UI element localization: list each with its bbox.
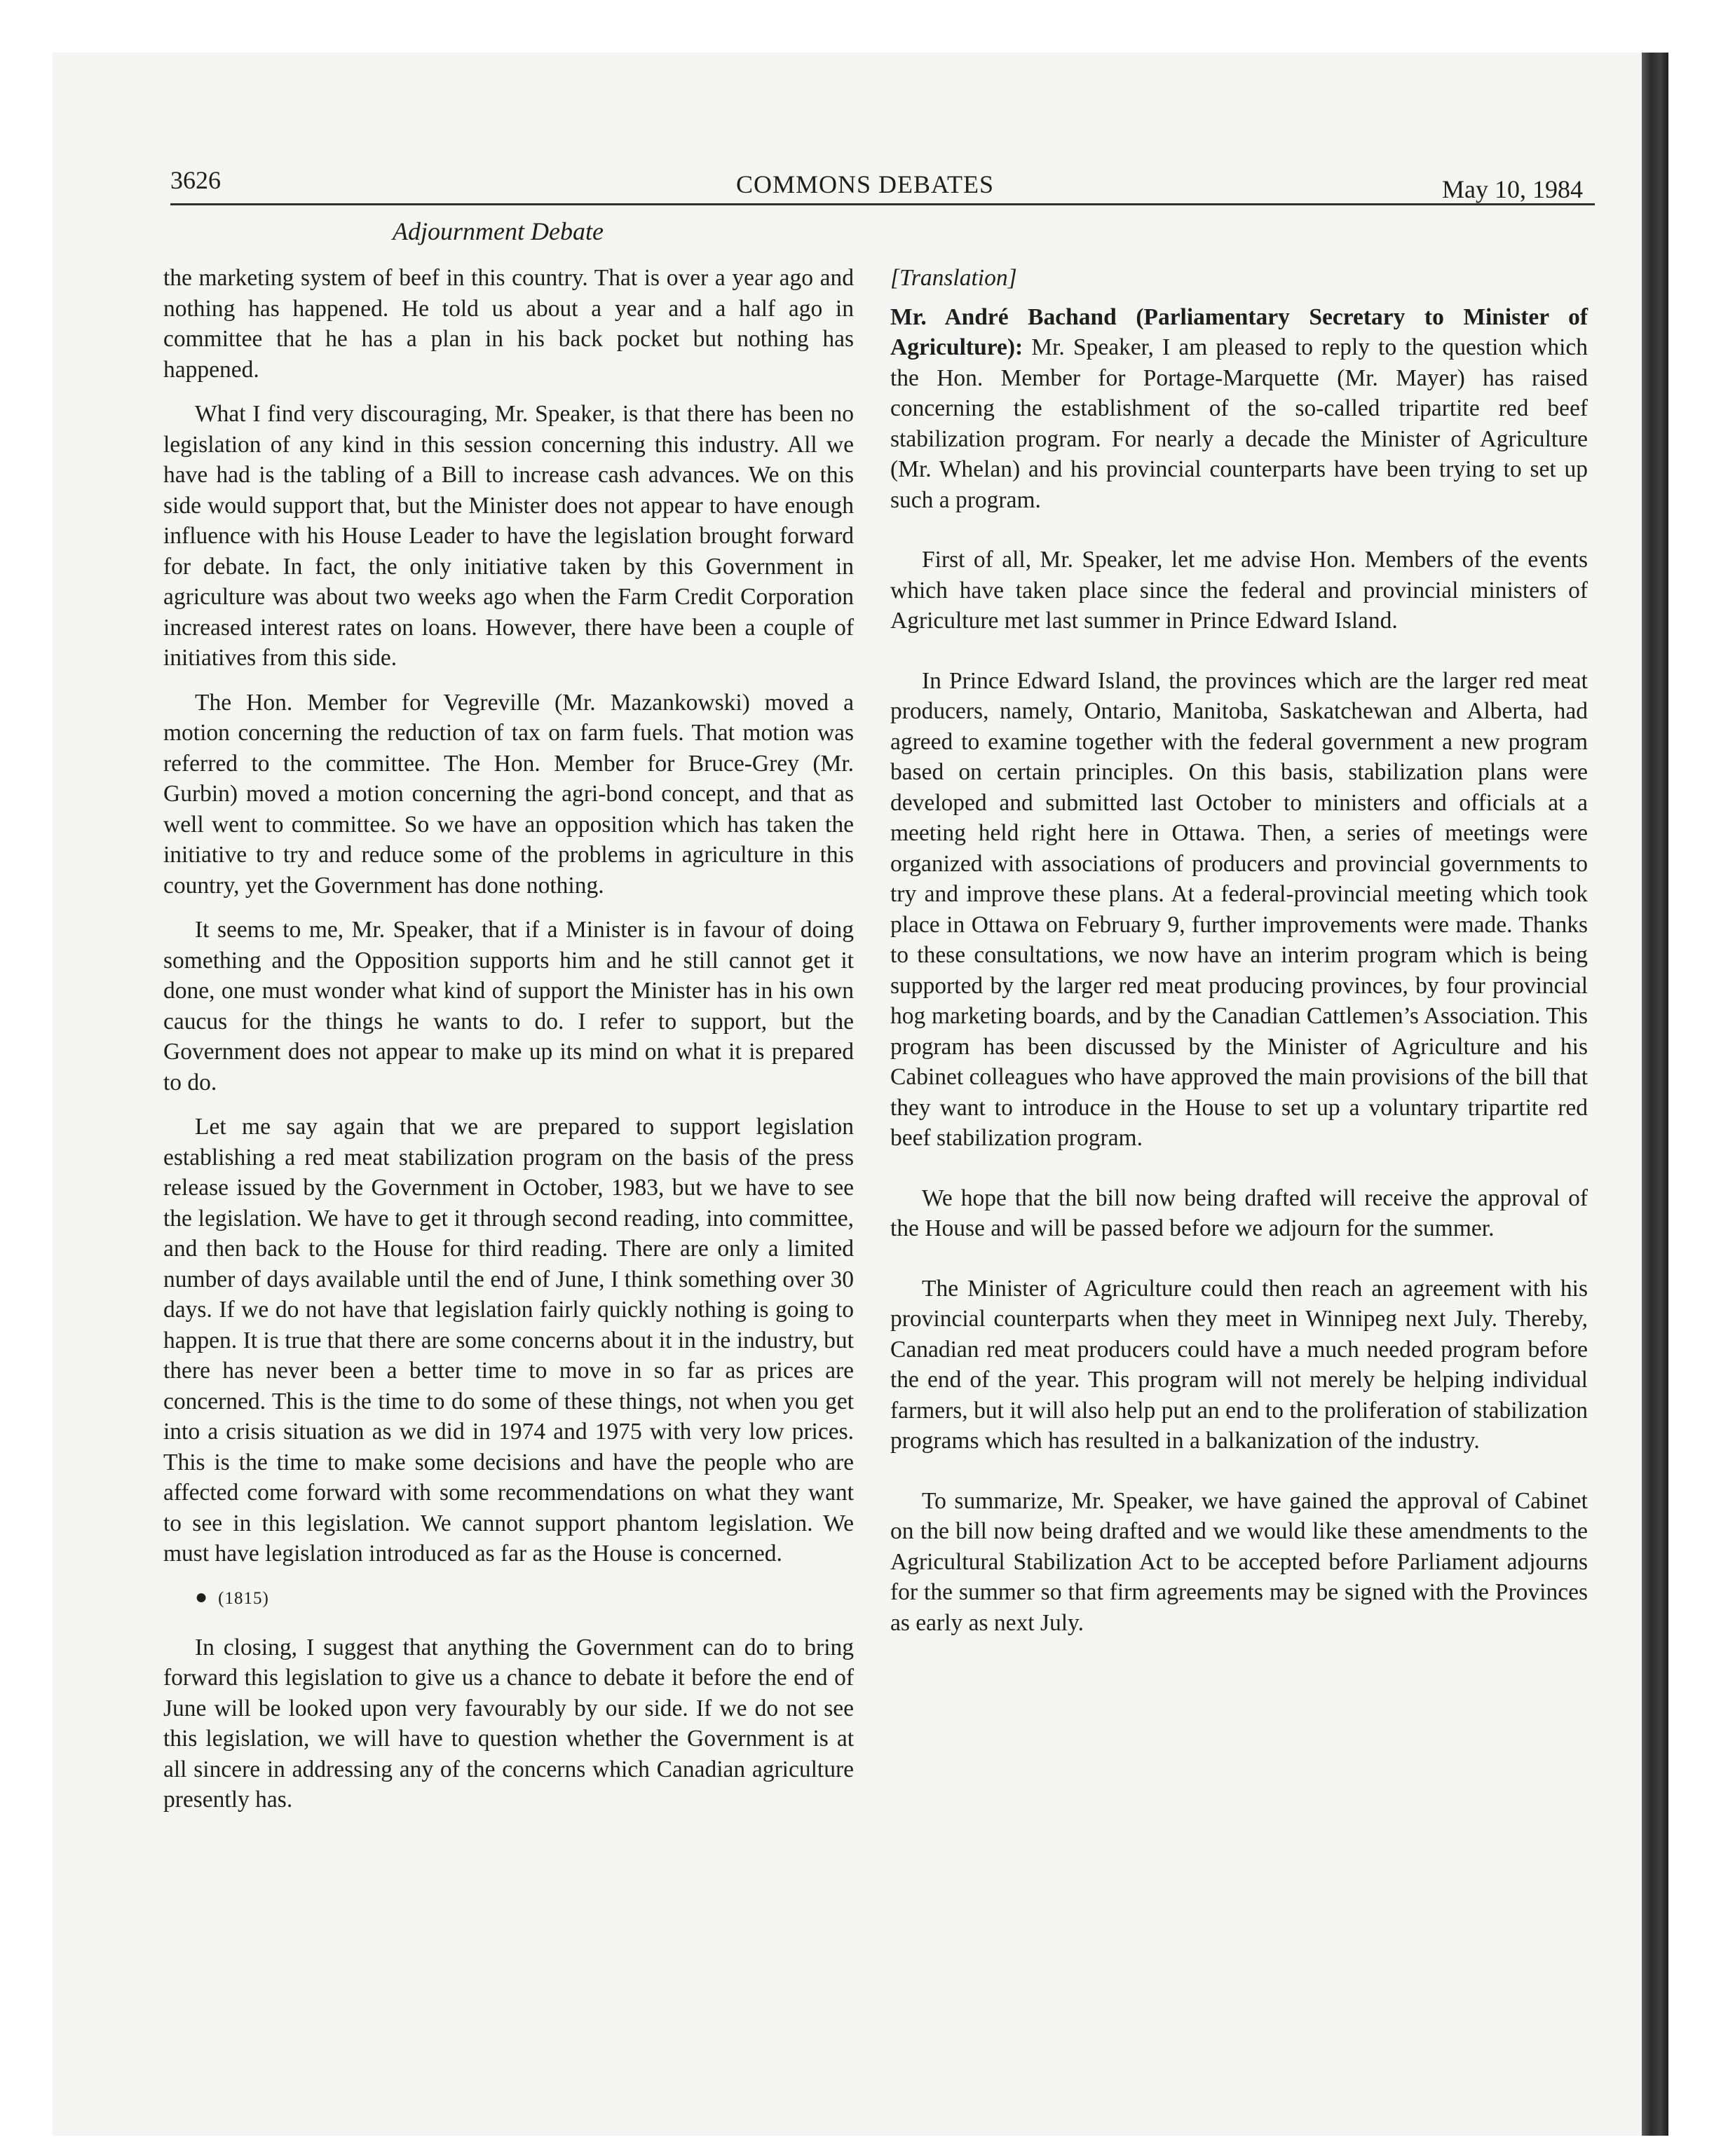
speaker-name: Mr. André Bachand (Parliamentary Secretary to Minister of Agriculture): (890, 303, 1588, 360)
left-paragraph-3: The Hon. Member for Vegreville (Mr. Mazankowski) moved a motion concerning the reduction of tax on farm fuels. That motion was referred to the committee. The Hon. Member for Bruce-Grey (Mr. Gurbin) moved a motion concerning the agri-bond concept, and that as well went to committee. So we have an opposition which has taken the initiative to try and reduce some of the problems in agriculture in this country, yet the Government has done nothing. (163, 689, 854, 899)
bullet-icon: ● (195, 1585, 209, 1609)
left-paragraph-6: In closing, I suggest that anything the Government can do to bring forward this legislation to give us a chance to debate it before the end of June will be looked upon very favourably by our side. If we do not see this legislation, we will have to question whether the Government is at all sincere in addressing any of the concerns which Canadian agriculture presently has. (163, 1634, 854, 1813)
time-marker-label: (1815) (218, 1588, 269, 1608)
right-paragraph-6: To summarize, Mr. Speaker, we have gained the approval of Cabinet on the bill now being drafted and we would like these amendments to the Agricultural Stabilization Act to be accepted before Parliament adjourns for the summer so that firm agreements may be signed with the Provinces as early as next July. (890, 1487, 1588, 1636)
section-title: Adjournment Debate (393, 217, 604, 245)
left-paragraph-4: It seems to me, Mr. Speaker, that if a Minister is in favour of doing something and the Opposition supports him and he still cannot get it done, one must wonder what kind of support the Minister has in his own caucus for the things he wants to do. I refer to support, but the Government does not appear to make up its mind on what it is prepared to do. (163, 917, 854, 1096)
page-number: 3626 (170, 166, 221, 194)
scan-edge-shadow (1642, 53, 1668, 2136)
time-marker (163, 1583, 854, 1613)
left-paragraph-2: What I find very discouraging, Mr. Speaker, is that there has been no legislation of any kind in this session concerning this industry. All we have had is the tabling of a Bill to increase cash advances. We on this side would support that, but the Minister does not appear to have enough influence with his House Leader to have the legislation brought forward for debate. In fact, the only initiative taken by this Government in agriculture was about two weeks ago when the Farm Credit Corporation increased interest rates on loans. However, there have been a couple of initiatives from this side. (163, 401, 854, 671)
left-paragraph-1: the marketing system of beef in this country. That is over a year ago and nothing has happened. He told us about a year and a half ago in committee that he has a plan in his back pocket but nothing has happened. (163, 265, 854, 383)
right-paragraph-1 (890, 302, 1588, 516)
right-paragraph-3: In Prince Edward Island, the provinces which are the larger red meat producers, namely, Ontario, Manitoba, Saskatchewan and Alberta, had agreed to examine together with the federal government a new program based on certain principles. On this basis, stabilization plans were developed and submitted last October to ministers and officials at a meeting held right here in Ottawa. Then, a series of meetings were organized with associations of producers and provincial governments to try and improve these plans. At a federal-provincial meeting which took place in Ottawa on February 9, further improvements were made. Thanks to these consultations, we now have an interim program which is being supported by the larger red meat producing provinces, by four provincial hog marketing boards, and by the Canadian Cattlemen’s Association. This program has been discussed by the Minister of Agriculture and his Cabinet colleagues who have approved the main provisions of the bill that they want to introduce in the House to set up a voluntary tripartite red beef stabilization program. (890, 667, 1588, 1151)
left-paragraph-5: Let me say again that we are prepared to support legislation establishing a red meat stabilization program on the basis of the press release issued by the Government in October, 1983, but we have to see the legislation. We have to get it through second reading, into committee, and then back to the House for third reading. There are only a limited number of days available until the end of June, I think something over 30 days. If we do not have that legislation fairly quickly nothing is going to happen. It is true that there are some concerns about it in the industry, but there has never been a better time to move in so far as prices are concerned. This is the time to do some of these things, not when you get into a crisis situation as we did in 1974 and 1975 with very low prices. This is the time to make some decisions and have the people who are affected come forward with some recommendations on what they want to see in this legislation. We cannot support phantom legislation. We must have legislation introduced as far as the House is concerned. (163, 1114, 854, 1567)
right-paragraph-5: The Minister of Agriculture could then reach an agreement with his provincial counterparts when they meet in Winnipeg next July. Thereby, Canadian red meat producers could have a much needed program before the end of the year. This program will not merely be helping individual farmers, but it will also help put an end to the proliferation of stabilization programs which has resulted in a balkanization of the industry. (890, 1275, 1588, 1454)
journal-title: COMMONS DEBATES (736, 170, 995, 198)
speaker-text: Mr. Speaker, I am pleased to reply to the question which the Hon. Member for Portage-Marquette (Mr. Mayer) has raised concerning the establishment of the so-called tripartite red beef stabilization program. For nearly a decade the Minister of Agriculture (Mr. Whelan) and his provincial counterparts have been trying to set up such a program. (890, 334, 1588, 513)
left-column (163, 263, 854, 1815)
header-rule (170, 203, 1595, 205)
page-date: May 10, 1984 (1442, 175, 1583, 203)
right-column (890, 263, 1588, 1638)
translation-label: [Translation] (890, 265, 1017, 291)
right-paragraph-4: We hope that the bill now being drafted will receive the approval of the House and will be passed before we adjourn for the summer. (890, 1185, 1588, 1241)
right-paragraph-2: First of all, Mr. Speaker, let me advise Hon. Members of the events which have taken place since the federal and provincial ministers of Agriculture met last summer in Prince Edward Island. (890, 547, 1588, 634)
